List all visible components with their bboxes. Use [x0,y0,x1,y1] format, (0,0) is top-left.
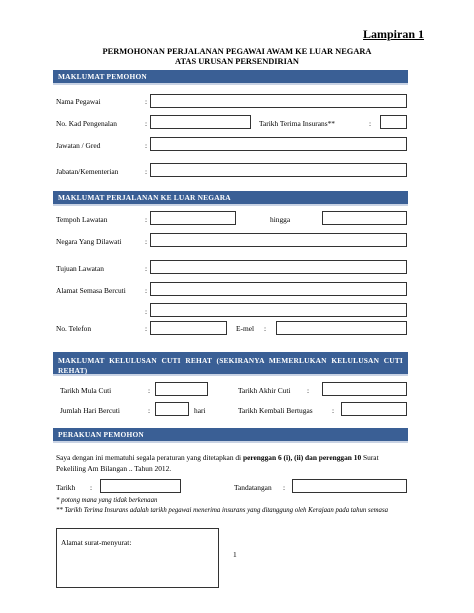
ic-number-field[interactable] [150,115,251,129]
leave-days-label: Jumlah Hari Bercuti [60,406,120,415]
purpose-field[interactable] [150,260,407,274]
name-field[interactable] [150,94,407,108]
colon: : [145,286,148,295]
ic-number-label: No. Kad Pengenalan [56,119,117,128]
colon: : [145,324,148,333]
leave-start-label: Tarikh Mula Cuti [60,386,112,395]
leave-days-field[interactable] [155,402,189,416]
colon: : [145,264,148,273]
phone-label: No. Telefon [56,324,92,333]
purpose-label: Tujuan Lawatan [56,264,104,273]
mailing-address-box[interactable] [56,528,219,588]
colon: : [145,307,148,316]
declaration-text: Saya dengan ini mematuhi segala peraturan yang ditetapkan di perenggan 6 (i), (ii) dan perenggan 10 Surat Pekeliling Am Bilangan .. Tahun 2012. [56,453,379,473]
colon: : [145,141,148,150]
signature-label: Tandatangan [234,483,272,492]
leave-end-label: Tarikh Akhir Cuti [238,386,291,395]
insurance-date-field[interactable] [380,115,407,129]
signature-field[interactable] [292,479,407,493]
section-heading-declaration: PERAKUAN PEMOHON [53,428,408,443]
date-label: Tarikh [56,483,76,492]
address-field-1[interactable] [150,282,407,296]
section-heading-travel: MAKLUMAT PERJALANAN KE LUAR NEGARA [53,191,408,206]
footnote-insurance: ** Tarikh Terima Insurans adalah tarikh pegawai menerima insurans yang ditanggung oleh Kerajaan pada tahun semasa [56,507,388,514]
colon: : [145,97,148,106]
leave-start-field[interactable] [155,382,208,396]
colon: : [90,483,93,492]
country-label: Negara Yang Dilawati [56,237,122,246]
email-label: E-mel [236,324,255,333]
form-subtitle: ATAS URUSAN PERSENDIRIAN [175,57,299,66]
colon: : [283,483,286,492]
colon: : [369,119,372,128]
colon: : [332,406,335,415]
address-field-2[interactable] [150,303,407,317]
return-date-field[interactable] [341,402,407,416]
position-grade-field[interactable] [150,137,407,151]
department-field[interactable] [150,163,407,177]
insurance-date-label: Tarikh Terima Insurans** [259,119,335,128]
colon: : [145,119,148,128]
travel-start-field[interactable] [150,211,236,225]
department-label: Jabatan/Kementerian [56,167,119,176]
email-field[interactable] [276,321,407,335]
form-title: PERMOHONAN PERJALANAN PEGAWAI AWAM KE LUAR NEGARA [102,47,372,56]
phone-field[interactable] [150,321,227,335]
declaration-date-field[interactable] [100,479,181,493]
section-heading-leave: MAKLUMAT KELULUSAN CUTI REHAT (SEKIRANYA MEMERLUKAN KELULUSAN CUTI REHAT) [53,352,408,376]
position-grade-label: Jawatan / Gred [56,141,101,150]
days-unit-label: hari [194,406,206,415]
section-heading-applicant: MAKLUMAT PEMOHON [53,70,408,85]
return-date-label: Tarikh Kembali Bertugas [238,406,313,415]
travel-period-label: Tempoh Lawatan [56,215,108,224]
footnote-strike: * potong mana yang tidak berkenaan [56,497,158,504]
colon: : [148,386,151,395]
colon: : [145,167,148,176]
colon: : [307,386,310,395]
colon: : [148,406,151,415]
attachment-label: Lampiran 1 [363,27,425,41]
travel-end-field[interactable] [322,211,407,225]
mailing-address-label: Alamat surat-menyurat: [61,538,132,547]
until-label: hingga [270,215,291,224]
colon: : [145,237,148,246]
page-number: 1 [233,550,237,559]
name-label: Nama Pegawai [56,97,101,106]
address-label: Alamat Semasa Bercuti [56,286,126,295]
colon: : [264,324,267,333]
country-field[interactable] [150,233,407,247]
leave-end-field[interactable] [322,382,407,396]
colon: : [145,215,148,224]
